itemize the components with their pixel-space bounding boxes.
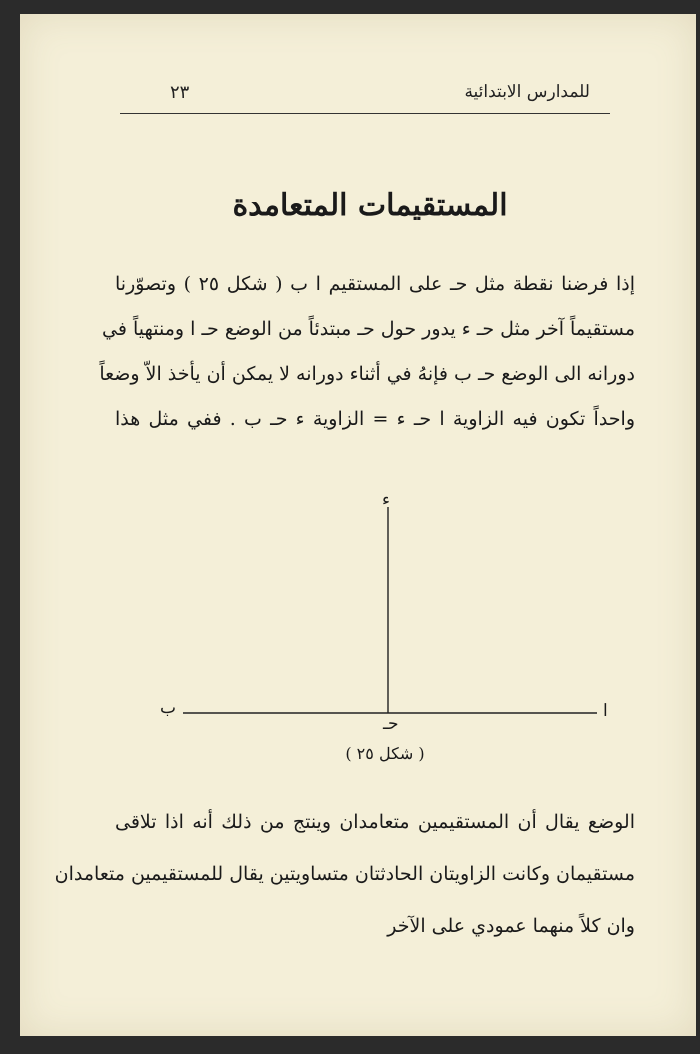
page-number: ٢٣: [170, 82, 190, 103]
paragraph-line: إذا فرضنا نقطة مثل حـ على المستقيم ا ب ( شكل ٢٥ ) وتصوّرنا: [115, 273, 636, 295]
page-header: [120, 80, 610, 114]
label-d: ء: [382, 490, 390, 510]
section-title: المستقيمات المتعامدة: [232, 188, 508, 223]
figure-caption: ( شكل ٢٥ ): [345, 744, 425, 763]
label-c: حـ: [383, 714, 399, 734]
paragraph-2: [54, 796, 635, 952]
running-title: للمدارس الابتدائية: [464, 82, 590, 102]
paragraph-line: دورانه الى الوضع حـ ب فإنهُ في أثناء دورانه لا يمكن أن يأخذ الاّ وضعاً: [99, 363, 635, 385]
paragraph-line: وان كلاً منهما عمودي على الآخر: [387, 915, 635, 937]
paragraph-1: [99, 262, 636, 442]
paragraph-line: واحداً تكون فيه الزاوية ا حـ ء = الزاوية ء حـ ب . ففي مثل هذا: [115, 408, 635, 430]
paragraph-line: الوضع يقال أن المستقيمين متعامدان وينتج من ذلك أنه اذا تلاقى: [115, 811, 635, 833]
label-a: ا: [603, 701, 608, 721]
paragraph-line: مستقيمان وكانت الزاويتان الحادثتان متساويتين يقال للمستقيمين متعامدان: [54, 863, 635, 885]
paragraph-line: مستقيماً آخر مثل حـ ء يدور حول حـ مبتدئاً من الوضع حـ ا ومنتهياً في: [102, 318, 635, 340]
header-rule: [120, 113, 610, 114]
label-b: ب: [160, 698, 177, 718]
